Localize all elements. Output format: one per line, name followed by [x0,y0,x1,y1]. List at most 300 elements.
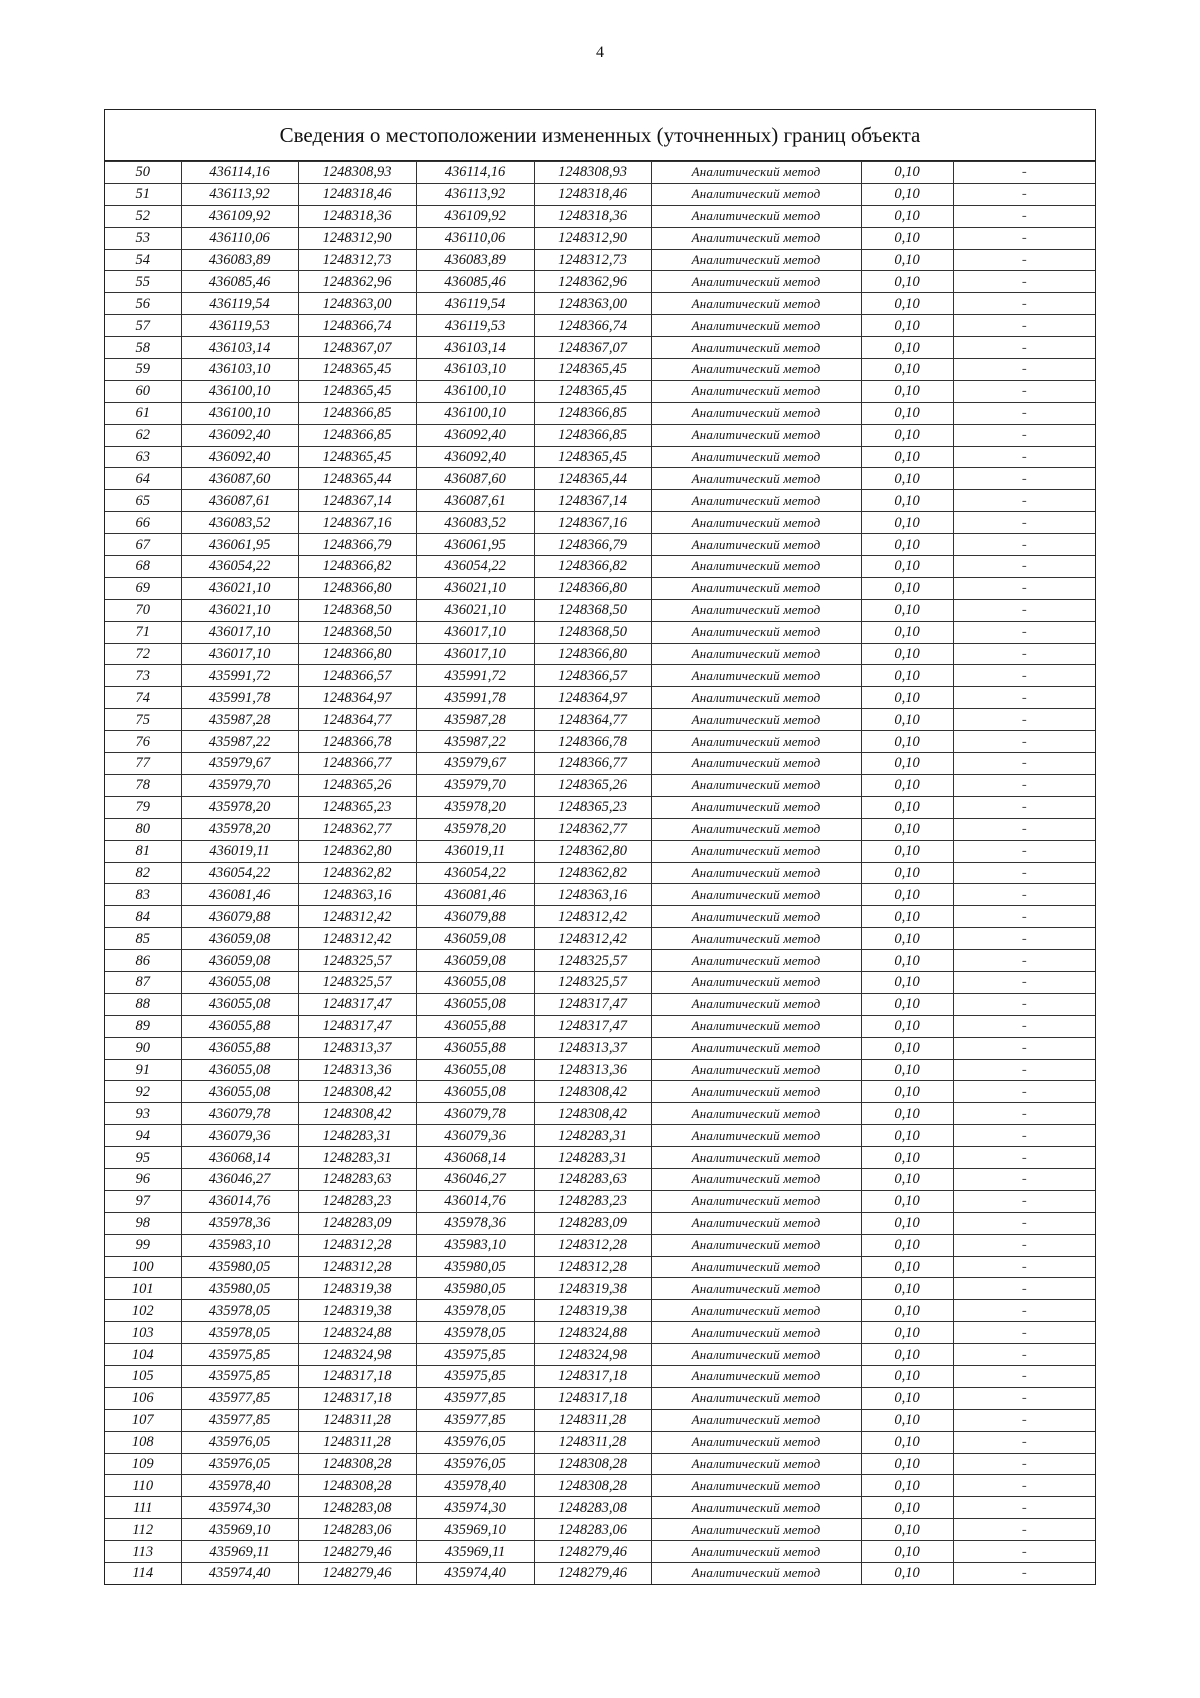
y-new-cell: 1248365,26 [534,774,651,796]
y-new-cell: 1248313,37 [534,1037,651,1059]
description-cell: - [953,1563,1095,1584]
point-number-cell: 112 [105,1519,181,1541]
description-cell: - [953,840,1095,862]
precision-cell: 0,10 [861,512,953,534]
precision-cell: 0,10 [861,1409,953,1431]
x-old-cell: 436019,11 [181,840,298,862]
y-old-cell: 1248366,85 [298,402,416,424]
x-new-cell: 435975,85 [416,1365,534,1387]
x-old-cell: 435987,28 [181,709,298,731]
y-new-cell: 1248362,77 [534,818,651,840]
y-old-cell: 1248324,98 [298,1344,416,1366]
point-number-cell: 73 [105,665,181,687]
y-old-cell: 1248318,36 [298,205,416,227]
precision-cell: 0,10 [861,534,953,556]
point-number-cell: 114 [105,1563,181,1584]
y-new-cell: 1248365,23 [534,796,651,818]
y-old-cell: 1248283,23 [298,1190,416,1212]
y-old-cell: 1248312,28 [298,1256,416,1278]
x-old-cell: 436059,08 [181,950,298,972]
table-row [105,446,1095,468]
point-number-cell: 110 [105,1475,181,1497]
precision-cell: 0,10 [861,1103,953,1125]
description-cell: - [953,971,1095,993]
precision-cell: 0,10 [861,1168,953,1190]
table-row [105,1278,1095,1300]
x-new-cell: 435979,67 [416,753,534,775]
y-new-cell: 1248279,46 [534,1563,651,1584]
x-new-cell: 436087,61 [416,490,534,512]
x-new-cell: 436113,92 [416,183,534,205]
x-new-cell: 435987,28 [416,709,534,731]
y-old-cell: 1248313,37 [298,1037,416,1059]
point-number-cell: 97 [105,1190,181,1212]
point-number-cell: 103 [105,1322,181,1344]
table-row [105,271,1095,293]
table-row [105,643,1095,665]
x-new-cell: 436055,88 [416,1037,534,1059]
description-cell: - [953,1322,1095,1344]
y-old-cell: 1248311,28 [298,1409,416,1431]
method-cell: Аналитический метод [651,1212,861,1234]
y-old-cell: 1248365,44 [298,468,416,490]
method-cell: Аналитический метод [651,840,861,862]
y-old-cell: 1248319,38 [298,1278,416,1300]
method-cell: Аналитический метод [651,774,861,796]
coordinates-table [105,161,1095,1584]
x-old-cell: 435978,05 [181,1322,298,1344]
y-old-cell: 1248365,45 [298,380,416,402]
x-old-cell: 436059,08 [181,928,298,950]
point-number-cell: 99 [105,1234,181,1256]
y-old-cell: 1248279,46 [298,1563,416,1584]
method-cell: Аналитический метод [651,249,861,271]
x-old-cell: 436068,14 [181,1147,298,1169]
x-old-cell: 436103,14 [181,337,298,359]
method-cell: Аналитический метод [651,1344,861,1366]
precision-cell: 0,10 [861,359,953,381]
y-new-cell: 1248283,31 [534,1125,651,1147]
x-old-cell: 435978,36 [181,1212,298,1234]
point-number-cell: 61 [105,402,181,424]
x-new-cell: 435978,40 [416,1475,534,1497]
x-new-cell: 436021,10 [416,599,534,621]
point-number-cell: 111 [105,1497,181,1519]
x-new-cell: 436085,46 [416,271,534,293]
y-old-cell: 1248318,46 [298,183,416,205]
x-old-cell: 436110,06 [181,227,298,249]
precision-cell: 0,10 [861,687,953,709]
table-row [105,1453,1095,1475]
y-old-cell: 1248365,45 [298,359,416,381]
x-new-cell: 435983,10 [416,1234,534,1256]
x-old-cell: 435978,40 [181,1475,298,1497]
x-new-cell: 436103,14 [416,337,534,359]
y-new-cell: 1248312,73 [534,249,651,271]
x-new-cell: 436021,10 [416,577,534,599]
y-new-cell: 1248312,28 [534,1234,651,1256]
y-new-cell: 1248312,90 [534,227,651,249]
method-cell: Аналитический метод [651,1563,861,1584]
description-cell: - [953,293,1095,315]
precision-cell: 0,10 [861,665,953,687]
precision-cell: 0,10 [861,731,953,753]
x-old-cell: 436113,92 [181,183,298,205]
point-number-cell: 65 [105,490,181,512]
table-row [105,380,1095,402]
point-number-cell: 81 [105,840,181,862]
x-old-cell: 436079,78 [181,1103,298,1125]
y-new-cell: 1248317,47 [534,993,651,1015]
table-row [105,205,1095,227]
y-new-cell: 1248363,16 [534,884,651,906]
precision-cell: 0,10 [861,1300,953,1322]
point-number-cell: 113 [105,1541,181,1563]
method-cell: Аналитический метод [651,577,861,599]
description-cell: - [953,993,1095,1015]
method-cell: Аналитический метод [651,1037,861,1059]
table-row [105,906,1095,928]
method-cell: Аналитический метод [651,1475,861,1497]
precision-cell: 0,10 [861,1453,953,1475]
table-row [105,1409,1095,1431]
precision-cell: 0,10 [861,643,953,665]
x-new-cell: 436081,46 [416,884,534,906]
x-new-cell: 435980,05 [416,1278,534,1300]
table-row [105,1015,1095,1037]
table-row [105,1081,1095,1103]
y-old-cell: 1248366,74 [298,315,416,337]
x-old-cell: 436055,88 [181,1037,298,1059]
y-old-cell: 1248366,78 [298,731,416,753]
y-new-cell: 1248362,80 [534,840,651,862]
point-number-cell: 90 [105,1037,181,1059]
method-cell: Аналитический метод [651,468,861,490]
point-number-cell: 89 [105,1015,181,1037]
x-old-cell: 436085,46 [181,271,298,293]
y-new-cell: 1248366,82 [534,556,651,578]
x-old-cell: 435969,10 [181,1519,298,1541]
table-row [105,1059,1095,1081]
x-new-cell: 436092,40 [416,446,534,468]
table-row [105,249,1095,271]
y-old-cell: 1248367,14 [298,490,416,512]
table-row [105,796,1095,818]
precision-cell: 0,10 [861,906,953,928]
y-old-cell: 1248366,80 [298,577,416,599]
y-new-cell: 1248365,45 [534,446,651,468]
point-number-cell: 52 [105,205,181,227]
x-old-cell: 436087,60 [181,468,298,490]
description-cell: - [953,1015,1095,1037]
method-cell: Аналитический метод [651,402,861,424]
point-number-cell: 95 [105,1147,181,1169]
method-cell: Аналитический метод [651,731,861,753]
description-cell: - [953,862,1095,884]
y-new-cell: 1248367,14 [534,490,651,512]
y-new-cell: 1248317,18 [534,1387,651,1409]
x-old-cell: 436054,22 [181,556,298,578]
point-number-cell: 58 [105,337,181,359]
method-cell: Аналитический метод [651,1322,861,1344]
precision-cell: 0,10 [861,1519,953,1541]
description-cell: - [953,1497,1095,1519]
method-cell: Аналитический метод [651,753,861,775]
x-old-cell: 436079,36 [181,1125,298,1147]
table-row [105,337,1095,359]
x-old-cell: 436055,08 [181,993,298,1015]
table-row [105,1125,1095,1147]
point-number-cell: 57 [105,315,181,337]
y-old-cell: 1248324,88 [298,1322,416,1344]
x-new-cell: 436079,88 [416,906,534,928]
x-new-cell: 436046,27 [416,1168,534,1190]
point-number-cell: 101 [105,1278,181,1300]
method-cell: Аналитический метод [651,796,861,818]
description-cell: - [953,906,1095,928]
precision-cell: 0,10 [861,753,953,775]
x-old-cell: 435977,85 [181,1387,298,1409]
x-new-cell: 435969,10 [416,1519,534,1541]
table-row [105,1147,1095,1169]
x-old-cell: 435976,05 [181,1453,298,1475]
precision-cell: 0,10 [861,1322,953,1344]
x-new-cell: 435978,05 [416,1322,534,1344]
table-row [105,753,1095,775]
description-cell: - [953,1037,1095,1059]
x-new-cell: 436100,10 [416,380,534,402]
description-cell: - [953,1059,1095,1081]
table-row [105,1256,1095,1278]
x-new-cell: 436100,10 [416,402,534,424]
description-cell: - [953,359,1095,381]
precision-cell: 0,10 [861,1278,953,1300]
table-row [105,840,1095,862]
y-old-cell: 1248364,97 [298,687,416,709]
x-new-cell: 436083,89 [416,249,534,271]
description-cell: - [953,1278,1095,1300]
y-new-cell: 1248319,38 [534,1300,651,1322]
precision-cell: 0,10 [861,993,953,1015]
table-row [105,621,1095,643]
y-new-cell: 1248308,28 [534,1475,651,1497]
method-cell: Аналитический метод [651,1125,861,1147]
table-row [105,1168,1095,1190]
description-cell: - [953,796,1095,818]
description-cell: - [953,1125,1095,1147]
y-new-cell: 1248324,88 [534,1322,651,1344]
description-cell: - [953,709,1095,731]
method-cell: Аналитический метод [651,556,861,578]
precision-cell: 0,10 [861,293,953,315]
description-cell: - [953,1453,1095,1475]
y-new-cell: 1248367,16 [534,512,651,534]
x-new-cell: 436055,08 [416,1081,534,1103]
method-cell: Аналитический метод [651,446,861,468]
table-row [105,1037,1095,1059]
x-new-cell: 435978,36 [416,1212,534,1234]
precision-cell: 0,10 [861,840,953,862]
precision-cell: 0,10 [861,621,953,643]
description-cell: - [953,1365,1095,1387]
table-row [105,1190,1095,1212]
y-new-cell: 1248365,45 [534,380,651,402]
description-cell: - [953,950,1095,972]
description-cell: - [953,1409,1095,1431]
table-row [105,227,1095,249]
y-old-cell: 1248283,31 [298,1147,416,1169]
method-cell: Аналитический метод [651,1103,861,1125]
point-number-cell: 63 [105,446,181,468]
y-new-cell: 1248311,28 [534,1409,651,1431]
y-old-cell: 1248365,23 [298,796,416,818]
y-old-cell: 1248279,46 [298,1541,416,1563]
point-number-cell: 64 [105,468,181,490]
description-cell: - [953,1212,1095,1234]
description-cell: - [953,249,1095,271]
table-title: Сведения о местоположении измененных (уточненных) границ объекта [105,110,1095,161]
point-number-cell: 85 [105,928,181,950]
y-old-cell: 1248368,50 [298,599,416,621]
point-number-cell: 68 [105,556,181,578]
precision-cell: 0,10 [861,162,953,184]
precision-cell: 0,10 [861,1431,953,1453]
y-new-cell: 1248283,06 [534,1519,651,1541]
description-cell: - [953,577,1095,599]
x-new-cell: 435980,05 [416,1256,534,1278]
point-number-cell: 60 [105,380,181,402]
method-cell: Аналитический метод [651,643,861,665]
point-number-cell: 69 [105,577,181,599]
y-old-cell: 1248308,42 [298,1081,416,1103]
x-old-cell: 436055,08 [181,1059,298,1081]
y-new-cell: 1248366,85 [534,424,651,446]
y-old-cell: 1248308,28 [298,1453,416,1475]
precision-cell: 0,10 [861,1563,953,1584]
x-old-cell: 436119,54 [181,293,298,315]
x-old-cell: 435983,10 [181,1234,298,1256]
method-cell: Аналитический метод [651,490,861,512]
table-row [105,183,1095,205]
precision-cell: 0,10 [861,183,953,205]
y-new-cell: 1248313,36 [534,1059,651,1081]
description-cell: - [953,402,1095,424]
precision-cell: 0,10 [861,1037,953,1059]
x-new-cell: 435976,05 [416,1453,534,1475]
method-cell: Аналитический метод [651,1015,861,1037]
y-old-cell: 1248283,63 [298,1168,416,1190]
point-number-cell: 77 [105,753,181,775]
y-old-cell: 1248362,80 [298,840,416,862]
y-old-cell: 1248312,28 [298,1234,416,1256]
x-new-cell: 436079,36 [416,1125,534,1147]
table-row [105,1541,1095,1563]
x-old-cell: 435979,67 [181,753,298,775]
method-cell: Аналитический метод [651,993,861,1015]
point-number-cell: 66 [105,512,181,534]
x-new-cell: 435977,85 [416,1409,534,1431]
y-new-cell: 1248362,96 [534,271,651,293]
description-cell: - [953,1300,1095,1322]
table-row [105,577,1095,599]
x-new-cell: 435977,85 [416,1387,534,1409]
method-cell: Аналитический метод [651,227,861,249]
y-old-cell: 1248312,42 [298,928,416,950]
description-cell: - [953,928,1095,950]
x-old-cell: 436055,08 [181,1081,298,1103]
table-row [105,1212,1095,1234]
x-old-cell: 435975,85 [181,1344,298,1366]
point-number-cell: 50 [105,162,181,184]
table-row [105,1300,1095,1322]
method-cell: Аналитический метод [651,928,861,950]
precision-cell: 0,10 [861,1059,953,1081]
description-cell: - [953,534,1095,556]
description-cell: - [953,1541,1095,1563]
point-number-cell: 94 [105,1125,181,1147]
y-old-cell: 1248313,36 [298,1059,416,1081]
method-cell: Аналитический метод [651,293,861,315]
y-new-cell: 1248366,85 [534,402,651,424]
precision-cell: 0,10 [861,1015,953,1037]
table-row [105,687,1095,709]
precision-cell: 0,10 [861,599,953,621]
x-new-cell: 436061,95 [416,534,534,556]
y-new-cell: 1248283,08 [534,1497,651,1519]
method-cell: Аналитический метод [651,599,861,621]
x-old-cell: 436079,88 [181,906,298,928]
y-new-cell: 1248366,80 [534,643,651,665]
precision-cell: 0,10 [861,1475,953,1497]
x-new-cell: 436055,08 [416,1059,534,1081]
method-cell: Аналитический метод [651,380,861,402]
point-number-cell: 109 [105,1453,181,1475]
y-new-cell: 1248283,09 [534,1212,651,1234]
description-cell: - [953,271,1095,293]
precision-cell: 0,10 [861,227,953,249]
y-new-cell: 1248308,42 [534,1103,651,1125]
x-new-cell: 436017,10 [416,621,534,643]
y-old-cell: 1248317,18 [298,1365,416,1387]
precision-cell: 0,10 [861,1387,953,1409]
point-number-cell: 72 [105,643,181,665]
x-new-cell: 436119,54 [416,293,534,315]
x-old-cell: 436061,95 [181,534,298,556]
precision-cell: 0,10 [861,1497,953,1519]
table-row [105,534,1095,556]
x-old-cell: 436103,10 [181,359,298,381]
x-new-cell: 435978,20 [416,818,534,840]
x-old-cell: 436100,10 [181,402,298,424]
table-row [105,599,1095,621]
y-old-cell: 1248317,47 [298,1015,416,1037]
table-row [105,1563,1095,1584]
x-new-cell: 436019,11 [416,840,534,862]
table-row [105,774,1095,796]
precision-cell: 0,10 [861,468,953,490]
precision-cell: 0,10 [861,1190,953,1212]
method-cell: Аналитический метод [651,1365,861,1387]
boundary-table-sheet [104,109,1096,1585]
method-cell: Аналитический метод [651,950,861,972]
precision-cell: 0,10 [861,402,953,424]
y-new-cell: 1248365,45 [534,359,651,381]
y-new-cell: 1248312,42 [534,928,651,950]
y-old-cell: 1248283,09 [298,1212,416,1234]
y-old-cell: 1248283,31 [298,1125,416,1147]
precision-cell: 0,10 [861,1081,953,1103]
x-new-cell: 436054,22 [416,862,534,884]
